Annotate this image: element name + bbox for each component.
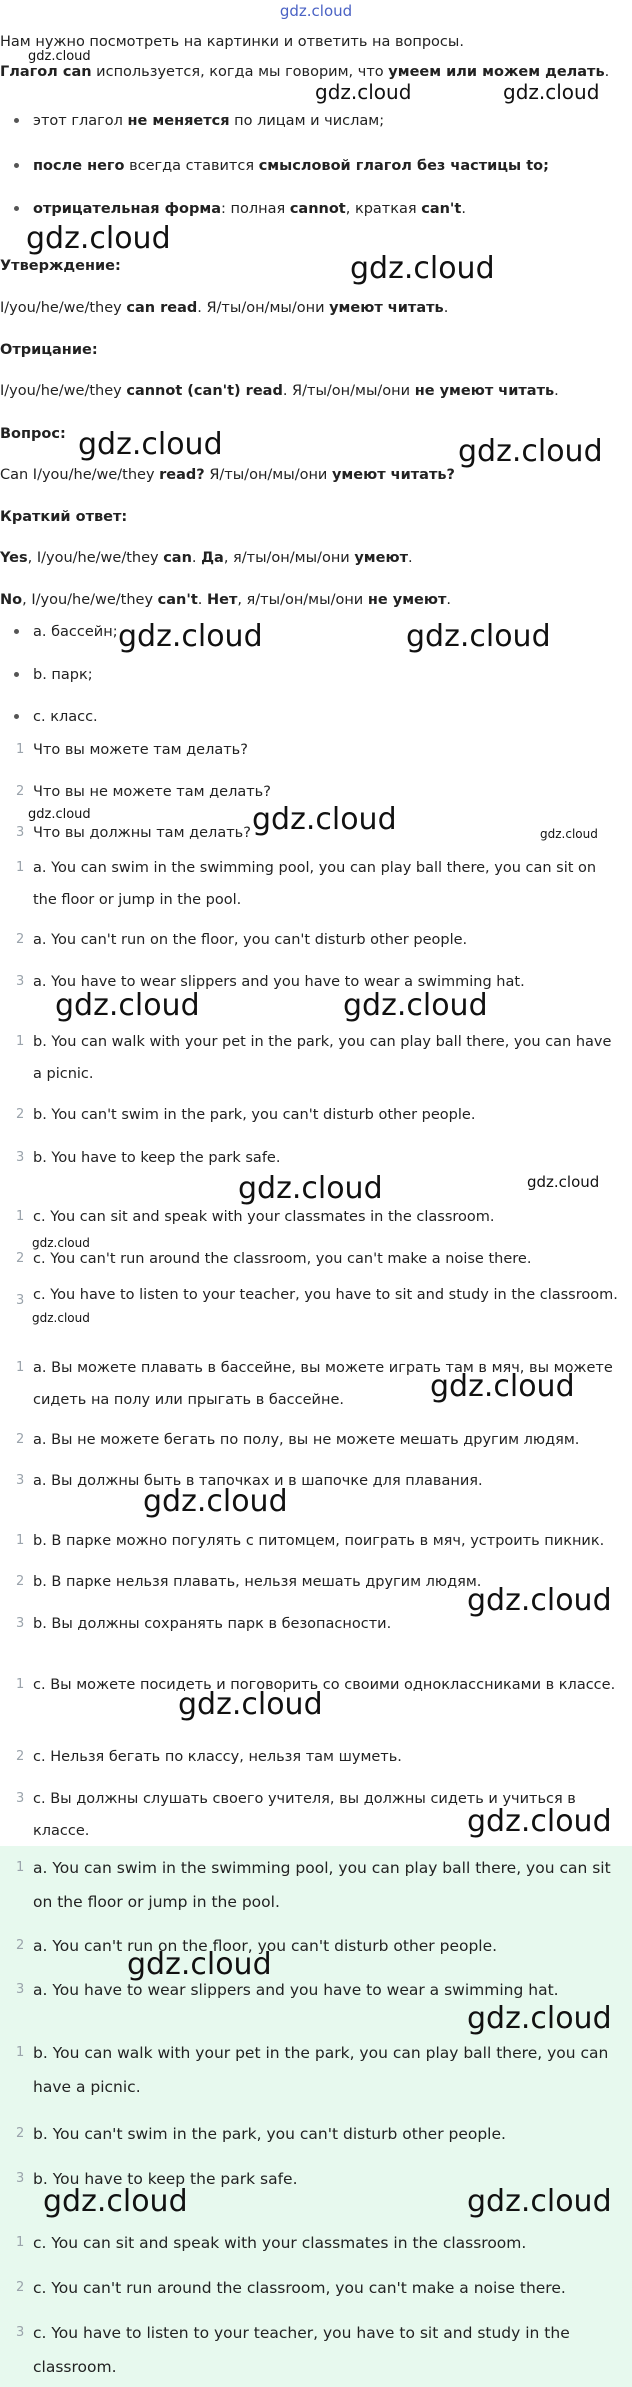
answer-ru: c. Вы можете посидеть и поговорить со своими одноклассниками в классе. (33, 1677, 616, 1693)
bold-segment: can't (157, 592, 198, 608)
watermark: gdz.cloud (238, 1171, 383, 1206)
answer-en: b. You can walk with your pet in the park, you can play ball there, you can have a picnic. (33, 1034, 612, 1082)
text-segment: I/you/he/we/they (0, 383, 127, 399)
answer-number: 2 (16, 2280, 25, 2295)
answer-number: 3 (16, 974, 25, 989)
answer-number: 1 (16, 1533, 25, 1548)
answer-en: a. You have to wear slippers and you have to wear a swimming hat. (33, 974, 525, 990)
site-logo[interactable]: gdz.cloud (279, 2, 353, 20)
text-segment: Я/ты/он/мы/они (204, 467, 332, 483)
rule-item (33, 199, 466, 219)
bullet-dot (14, 118, 19, 123)
answer-ru: c. Нельзя бегать по классу, нельзя там шуметь. (33, 1749, 402, 1765)
watermark: gdz.cloud (467, 2184, 612, 2219)
watermark: gdz.cloud (127, 1947, 272, 1982)
answer-number: 3 (16, 2171, 25, 2186)
bold-segment: после него (33, 158, 125, 174)
answer-ru: a. Вы можете плавать в бассейне, вы можете играть там в мяч, вы можете сидеть на полу или прыгать в бассейне. (33, 1360, 613, 1408)
bold-segment: не меняется (127, 113, 230, 129)
watermark: gdz.cloud (178, 1687, 323, 1722)
watermark: gdz.cloud (143, 1484, 288, 1519)
answer-final: a. You can swim in the swimming pool, you can play ball there, you can sit on the floor or jump in the pool. (33, 1859, 611, 1911)
bold-segment: умеют (354, 550, 408, 566)
question-text: Что вы должны там делать? (33, 825, 251, 841)
answer-number: 3 (16, 2325, 25, 2340)
watermark: gdz.cloud (527, 1173, 600, 1191)
answer-number: 2 (16, 1432, 25, 1447)
text-segment: по лицам и числам; (229, 113, 385, 129)
answer-final: c. You have to listen to your teacher, you have to sit and study in the classroom. (33, 2324, 570, 2376)
answer-number: 3 (16, 1150, 25, 1165)
text-segment: используется, когда мы говорим, что (91, 64, 389, 80)
bold-segment: cannot (289, 201, 346, 217)
text-segment: . (191, 550, 202, 566)
answer-number: 1 (16, 860, 25, 875)
bold-segment: No (0, 592, 23, 608)
bold-segment: смысловой глагол без частицы to; (258, 158, 549, 174)
answer-final: c. You can sit and speak with your classmates in the classroom. (33, 2234, 527, 2252)
text-segment: : полная (221, 201, 290, 217)
answer-en: a. You can't run on the floor, you can't disturb other people. (33, 932, 468, 948)
answer-highlight-block (0, 1846, 632, 2387)
bold-segment: read? (159, 467, 205, 483)
intro-line: Нам нужно посмотреть на картинки и ответить на вопросы. (0, 34, 464, 50)
bold-segment: Глагол can (0, 64, 92, 80)
rule-item (33, 111, 384, 131)
answer-number: 2 (16, 1107, 25, 1122)
short-answer-yes (0, 548, 413, 568)
bullet-dot (14, 629, 19, 634)
text-segment: . (461, 201, 466, 217)
answer-number: 1 (16, 2235, 25, 2250)
answer-ru: c. Вы должны слушать своего учителя, вы должны сидеть и учиться в классе. (33, 1791, 576, 1839)
answer-en: a. You can swim in the swimming pool, you can play ball there, you can sit on the floor or jump in the pool. (33, 860, 597, 908)
bold-segment: умеют читать? (331, 467, 455, 483)
answer-number: 1 (16, 1860, 25, 1875)
bold-segment: не умеют (367, 592, 447, 608)
watermark: gdz.cloud (118, 619, 263, 654)
answer-ru: b. Вы должны сохранять парк в безопасности. (33, 1616, 392, 1632)
watermark: gdz.cloud (26, 221, 171, 256)
answer-number: 3 (16, 1473, 25, 1488)
negative-label: Отрицание: (0, 342, 98, 358)
answer-number: 1 (16, 1677, 25, 1692)
watermark: gdz.cloud (78, 427, 223, 462)
answer-en: c. You can sit and speak with your classmates in the classroom. (33, 1209, 495, 1225)
bullet-dot (14, 714, 19, 719)
negative-example (0, 381, 559, 401)
text-segment: Can I/you/he/we/they (0, 467, 160, 483)
bold-segment: не умеют читать (414, 383, 555, 399)
answer-number: 2 (16, 1938, 25, 1953)
text-segment: . Я/ты/он/мы/они (197, 300, 330, 316)
answer-en: c. You have to listen to your teacher, you have to sit and study in the classroom. (33, 1287, 618, 1303)
short-answer-no (0, 590, 451, 610)
bullet-dot (14, 206, 19, 211)
answer-final: b. You can't swim in the park, you can't disturb other people. (33, 2125, 506, 2143)
answer-number: 2 (16, 932, 25, 947)
answer-number: 2 (16, 2126, 25, 2141)
watermark: gdz.cloud (252, 802, 397, 837)
text-segment: . (446, 592, 451, 608)
watermark: gdz.cloud (315, 80, 412, 104)
watermark: gdz.cloud (28, 49, 91, 64)
bullet-dot (14, 672, 19, 677)
answer-final: a. You can't run on the floor, you can't disturb other people. (33, 1937, 498, 1955)
watermark: gdz.cloud (43, 2184, 188, 2219)
text-segment: . Я/ты/он/мы/они (282, 383, 415, 399)
bold-segment: cannot (can't) read (126, 383, 283, 399)
question-number: 1 (16, 742, 25, 757)
answer-final: c. You can't run around the classroom, you can't make a noise there. (33, 2279, 566, 2297)
question-example (0, 465, 455, 485)
answer-number: 3 (16, 1293, 25, 1308)
answer-number: 2 (16, 1251, 25, 1266)
watermark: gdz.cloud (28, 807, 91, 822)
bullet-dot (14, 163, 19, 168)
bold-segment: can't (421, 201, 462, 217)
answer-ru: a. Вы не можете бегать по полу, вы не можете мешать другим людям. (33, 1432, 580, 1448)
answer-number: 2 (16, 1574, 25, 1589)
bold-segment: Нет (206, 592, 238, 608)
watermark: gdz.cloud (540, 827, 598, 841)
watermark: gdz.cloud (350, 251, 495, 286)
affirmative-label: Утверждение: (0, 258, 121, 274)
text-segment: этот глагол (33, 113, 128, 129)
question-number: 2 (16, 784, 25, 799)
answer-number: 3 (16, 1616, 25, 1631)
watermark: gdz.cloud (406, 619, 551, 654)
short-answer-label: Краткий ответ: (0, 509, 128, 525)
text-segment: . (443, 300, 449, 316)
answer-number: 1 (16, 1034, 25, 1049)
answer-number: 1 (16, 1209, 25, 1224)
affirmative-example (0, 298, 448, 318)
watermark: gdz.cloud (32, 1311, 90, 1325)
place-item: a. бассейн; (33, 624, 118, 640)
text-segment: , краткая (345, 201, 422, 217)
watermark: gdz.cloud (430, 1369, 575, 1404)
text-segment: , I/you/he/we/they (22, 592, 158, 608)
answer-number: 1 (16, 1360, 25, 1375)
bold-segment: умеем или можем делать (388, 64, 605, 80)
question-text: Что вы не можете там делать? (33, 784, 271, 800)
answer-ru: b. В парке нельзя плавать, нельзя мешать другим людям. (33, 1574, 482, 1590)
text-segment: , я/ты/он/мы/они (237, 592, 368, 608)
bold-segment: Да (201, 550, 224, 566)
text-segment: . (197, 592, 207, 608)
watermark: gdz.cloud (467, 1804, 612, 1839)
text-segment: . (554, 383, 559, 399)
text-segment: , I/you/he/we/they (27, 550, 164, 566)
text-segment: I/you/he/we/they (0, 300, 127, 316)
bold-segment: умеют читать (329, 300, 444, 316)
answer-en: c. You can't run around the classroom, you can't make a noise there. (33, 1251, 532, 1267)
place-item: b. парк; (33, 667, 93, 683)
rule-item (33, 156, 549, 176)
text-segment: , я/ты/он/мы/они (223, 550, 355, 566)
watermark: gdz.cloud (467, 2001, 612, 2036)
text-segment: . (407, 550, 413, 566)
text-segment: всегда ставится (124, 158, 259, 174)
answer-final: b. You can walk with your pet in the park, you can play ball there, you can have a picnic. (33, 2044, 609, 2096)
watermark: gdz.cloud (467, 1583, 612, 1618)
watermark: gdz.cloud (343, 988, 488, 1023)
bold-segment: Yes (0, 550, 28, 566)
answer-number: 3 (16, 1982, 25, 1997)
question-label: Вопрос: (0, 426, 66, 442)
answer-en: b. You have to keep the park safe. (33, 1150, 281, 1166)
answer-number: 3 (16, 1791, 25, 1806)
bold-segment: can read (126, 300, 198, 316)
place-item: c. класс. (33, 709, 98, 725)
answer-final: a. You have to wear slippers and you have to wear a swimming hat. (33, 1981, 559, 1999)
watermark: gdz.cloud (55, 988, 200, 1023)
answer-final: b. You have to keep the park safe. (33, 2170, 298, 2188)
watermark: gdz.cloud (503, 80, 600, 104)
answer-ru: a. Вы должны быть в тапочках и в шапочке для плавания. (33, 1473, 483, 1489)
text-segment: . (604, 64, 610, 80)
answer-number: 2 (16, 1749, 25, 1764)
bold-segment: отрицательная форма (33, 201, 221, 217)
watermark: gdz.cloud (458, 434, 603, 469)
question-number: 3 (16, 825, 25, 840)
intro-definition (0, 62, 609, 82)
answer-ru: b. В парке можно погулять с питомцем, поиграть в мяч, устроить пикник. (33, 1533, 605, 1549)
bold-segment: can (163, 550, 192, 566)
question-text: Что вы можете там делать? (33, 742, 248, 758)
watermark: gdz.cloud (32, 1236, 90, 1250)
answer-number: 1 (16, 2045, 25, 2060)
answer-en: b. You can't swim in the park, you can't disturb other people. (33, 1107, 476, 1123)
